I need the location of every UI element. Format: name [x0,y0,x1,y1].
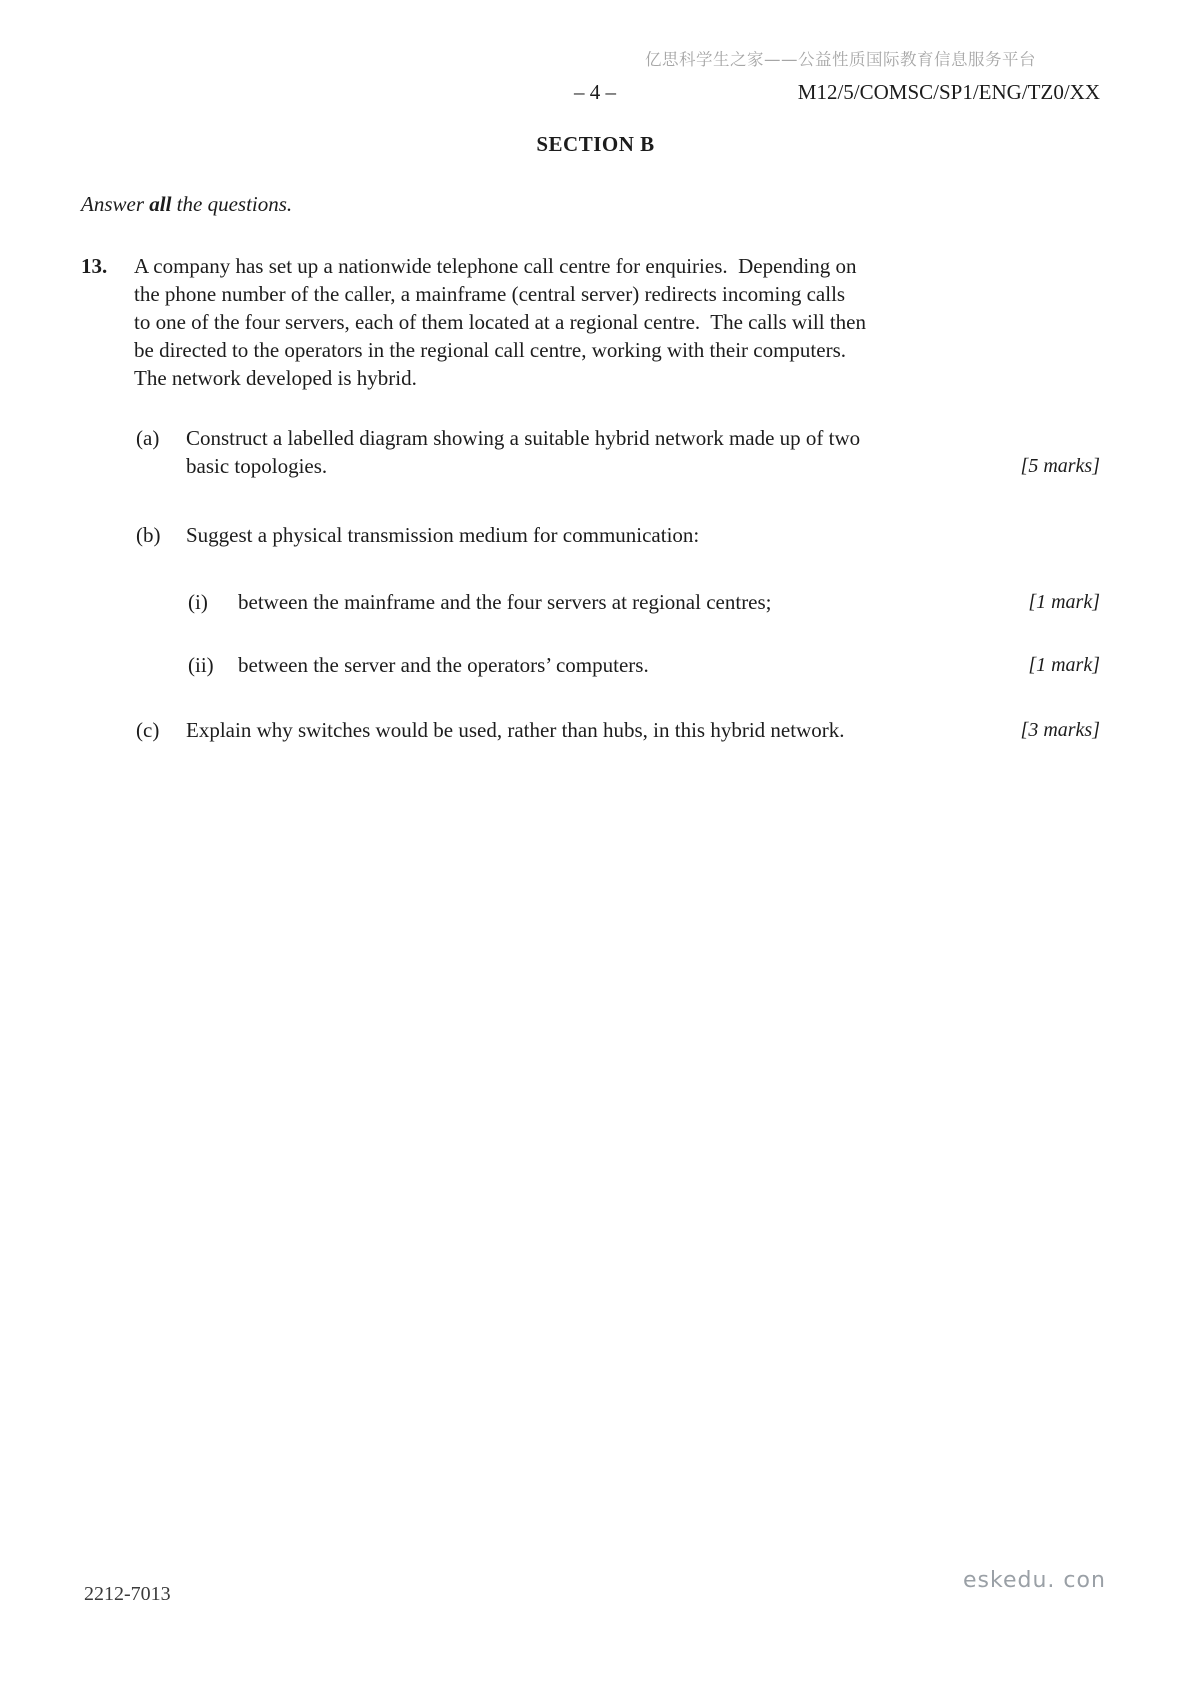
part-c-marks: [3 marks] [1020,719,1100,741]
question-number: 13. [81,254,108,278]
answer-instruction [81,190,292,218]
page-number: – 4 – [574,80,616,104]
part-a-label: (a) [136,426,160,450]
part-a-line: basic topologies. [186,454,328,478]
intro-line: The network developed is hybrid. [134,366,417,390]
part-a-text [186,424,860,480]
top-watermark: 亿思科学生之家——公益性质国际教育信息服务平台 [645,50,1036,69]
intro-line: be directed to the operators in the regional call centre, working with their computers. [134,338,847,362]
intro-line: A company has set up a nationwide telephone call centre for enquiries. Depending on [134,254,857,278]
part-b-ii-marks: [1 mark] [1028,654,1100,676]
part-b-label: (b) [136,523,161,547]
exam-code: M12/5/COMSC/SP1/ENG/TZ0/XX [797,80,1100,104]
part-b-ii-label: (ii) [188,653,214,677]
part-b-ii-text: between the server and the operators’ computers. [238,653,649,677]
instruction-bold-word: all [149,192,172,216]
intro-line: to one of the four servers, each of them located at a regional centre. The calls will then [134,310,866,334]
part-c-label: (c) [136,718,160,742]
part-b-text: Suggest a physical transmission medium for communication: [186,523,700,547]
section-title: SECTION B [536,132,655,156]
question-intro [134,252,866,392]
part-b-i-label: (i) [188,590,208,614]
intro-line: the phone number of the caller, a mainframe (central server) redirects incoming calls [134,282,846,306]
part-b-i-text: between the mainframe and the four servers at regional centres; [238,590,772,614]
part-b-i-marks: [1 mark] [1028,591,1100,613]
instruction-prefix: Answer [81,192,150,216]
instruction-suffix: the questions. [171,192,293,216]
part-a-line: Construct a labelled diagram showing a suitable hybrid network made up of two [186,426,861,450]
bottom-watermark: eskedu. con [963,1568,1106,1593]
part-a-marks: [5 marks] [1020,455,1100,477]
document-code: 2212-7013 [84,1583,171,1605]
part-c-text: Explain why switches would be used, rather than hubs, in this hybrid network. [186,718,845,742]
